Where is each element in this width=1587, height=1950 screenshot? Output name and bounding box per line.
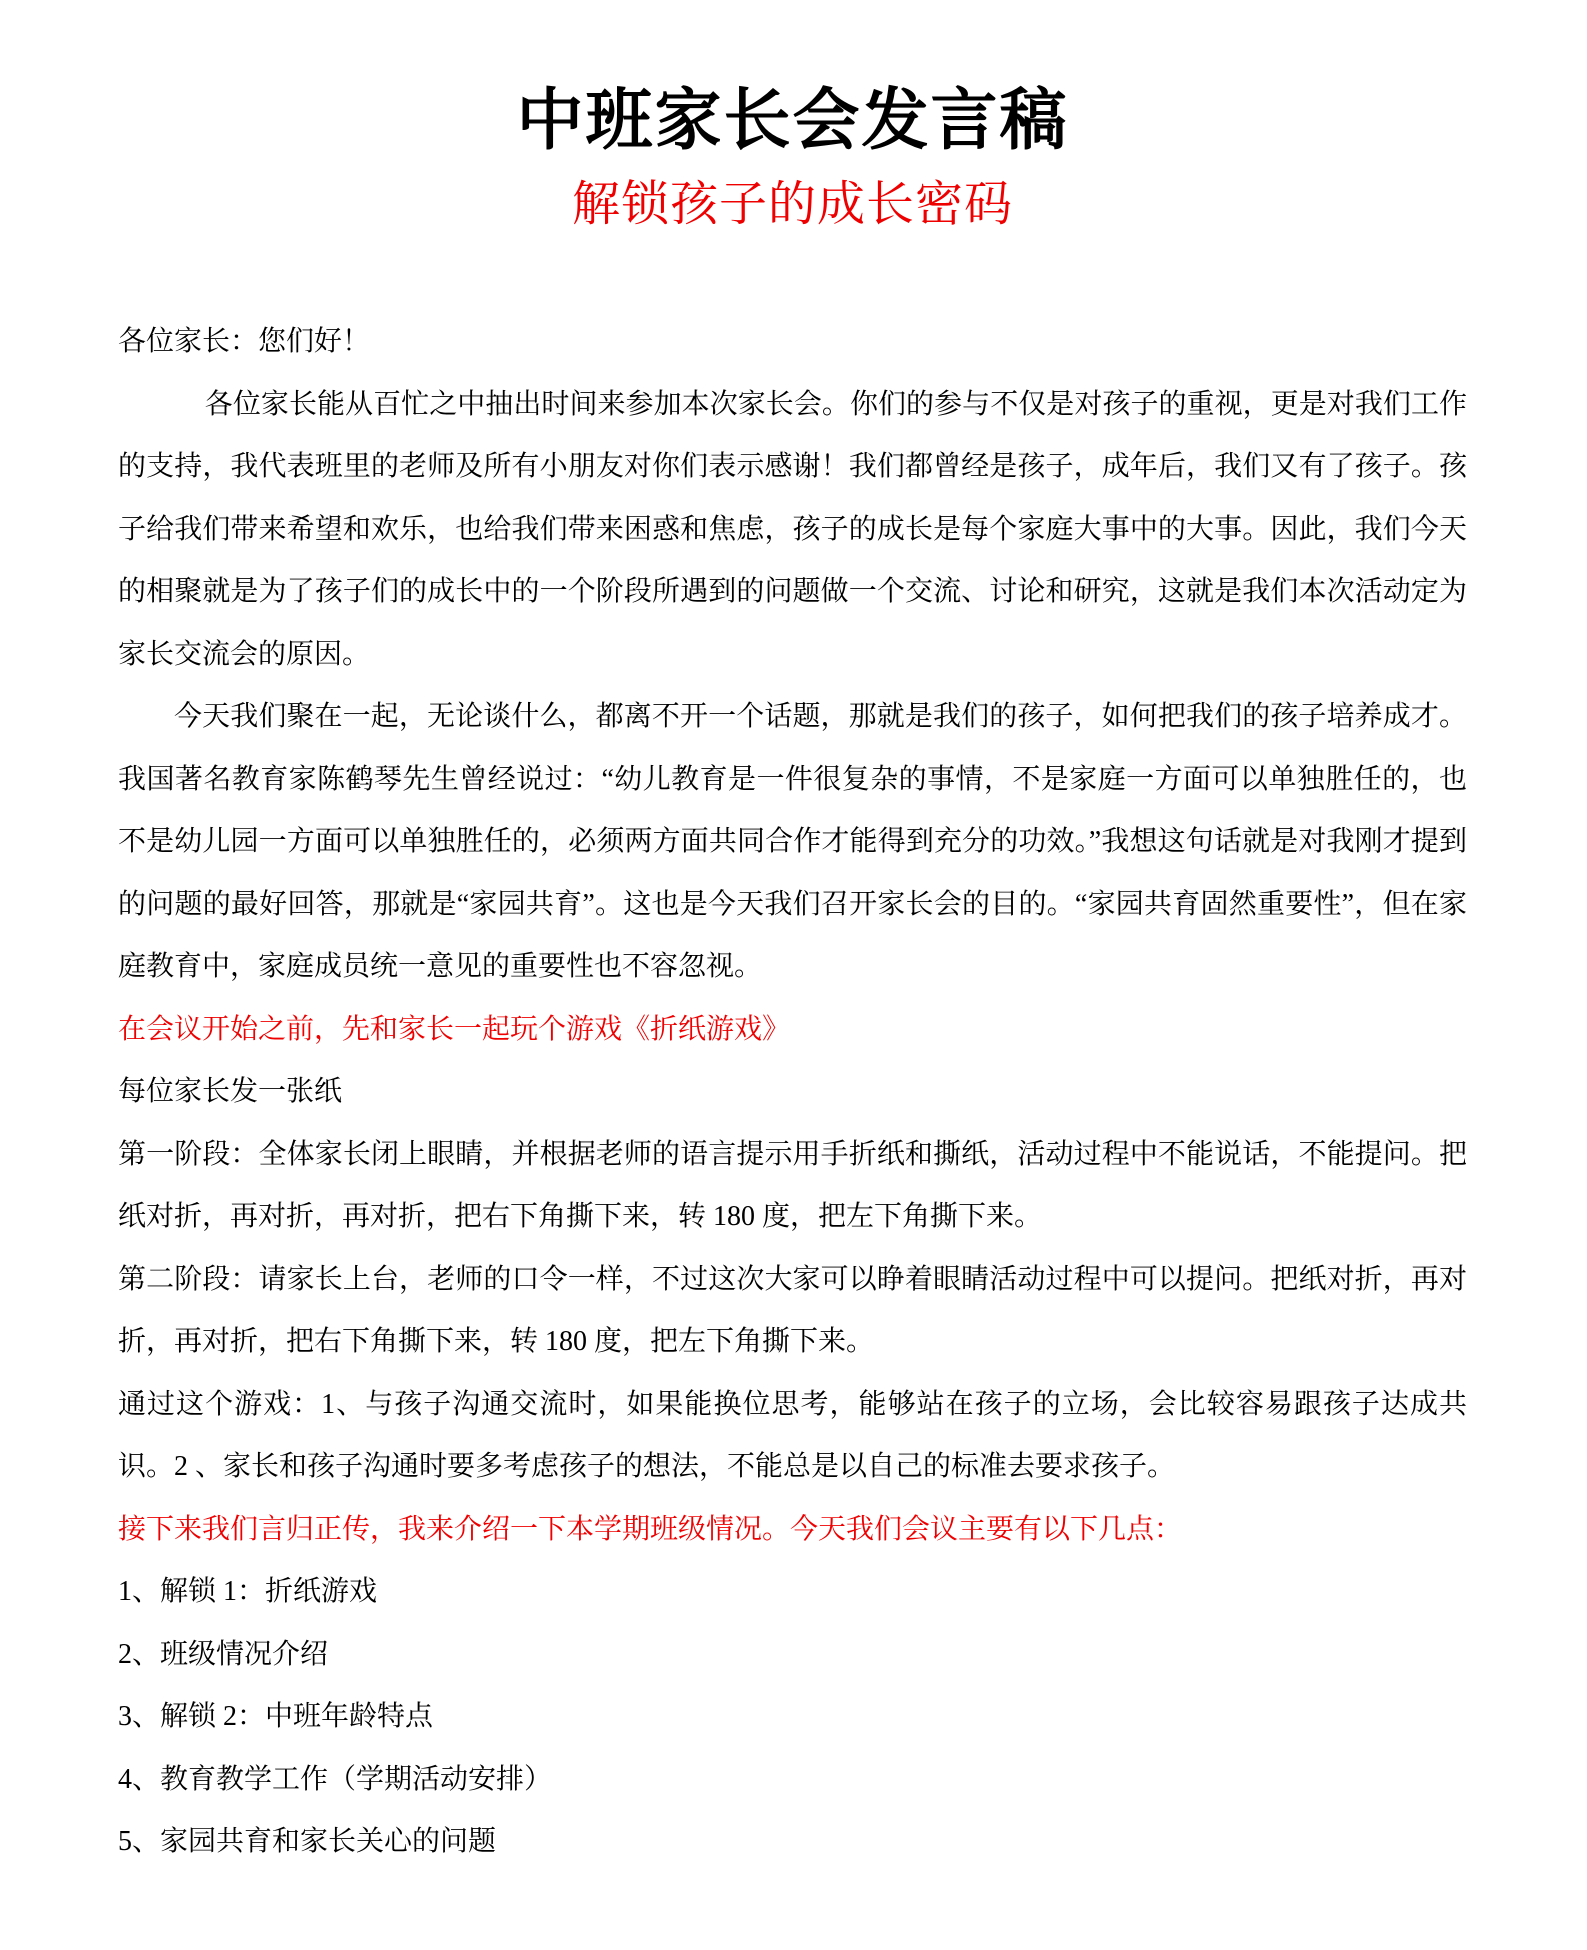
game-intro-highlight: 在会议开始之前，先和家长一起玩个游戏《折纸游戏》 — [118, 1013, 791, 1045]
document-body — [118, 311, 1467, 1874]
paragraph-paper: 每位家长发一张纸 — [118, 1076, 343, 1107]
paragraph-game-summary: 通过这个游戏：1、与孩子沟通交流时，如果能换位思考，能够站在孩子的立场，会比较容易跟孩子达成共识。2 、家长和孩子沟通时要多考虑孩子的想法，不能总是以自己的标准去要求孩子。 — [118, 1388, 1467, 1482]
agenda-item-1: 1、解锁 1：折纸游戏 — [118, 1576, 378, 1607]
agenda-item-5: 5、家园共育和家长关心的问题 — [118, 1826, 497, 1857]
agenda-item-2: 2、班级情况介绍 — [118, 1638, 329, 1670]
document-subtitle: 解锁孩子的成长密码 — [571, 178, 1013, 231]
paragraph-intro: 各位家长能从百忙之中抽出时间来参加本次家长会。你们的参与不仅是对孩子的重视，更是对我们工作的支持，我代表班里的老师及所有小朋友对你们表示感谢！我们都曾经是孩子，成年后，我们又有了孩子。孩子给我们带来希望和欢乐，也给我们带来困惑和焦虑，孩子的成长是每个家庭大事中的大事。因此，我们今天的相聚就是为了孩子们的成长中的一个阶段所遇到的问题做一个交流、讨论和研究，这就是我们本次活动定为家长交流会的原因。 — [118, 388, 1467, 670]
paragraph-topic: 今天我们聚在一起，无论谈什么，都离不开一个话题，那就是我们的孩子，如何把我们的孩子培养成才。我国著名教育家陈鹤琴先生曾经说过：“幼儿教育是一件很复杂的事情，不是家庭一方面可以单独胜任的，也不是幼儿园一方面可以单独胜任的，必须两方面共同合作才能得到充分的功效。”我想这句话就是对我刚才提到的问题的最好回答，那就是“家园共育”。这也是今天我们召开家长会的目的。“家园共育固然重要性”，但在家庭教育中，家庭成员统一意见的重要性也不容忽视。 — [118, 701, 1467, 982]
agenda-intro-highlight: 接下来我们言归正传，我来介绍一下本学期班级情况。今天我们会议主要有以下几点： — [118, 1513, 1183, 1545]
agenda-item-4: 4、教育教学工作（学期活动安排） — [118, 1763, 553, 1795]
agenda-item-3: 3、解锁 2：中班年龄特点 — [118, 1701, 434, 1732]
document-title: 中班家长会发言稿 — [516, 84, 1069, 158]
document-header — [118, 84, 1467, 231]
greeting-line: 各位家长：您们好！ — [118, 326, 371, 357]
paragraph-stage1: 第一阶段：全体家长闭上眼睛，并根据老师的语言提示用手折纸和撕纸，活动过程中不能说话，不能提问。把纸对折，再对折，再对折，把右下角撕下来，转 180 度，把左下角撕下来。 — [118, 1138, 1467, 1232]
paragraph-stage2: 第二阶段：请家长上台，老师的口令一样，不过这次大家可以睁着眼睛活动过程中可以提问。把纸对折，再对折，再对折，把右下角撕下来，转 180 度，把左下角撕下来。 — [118, 1263, 1467, 1357]
